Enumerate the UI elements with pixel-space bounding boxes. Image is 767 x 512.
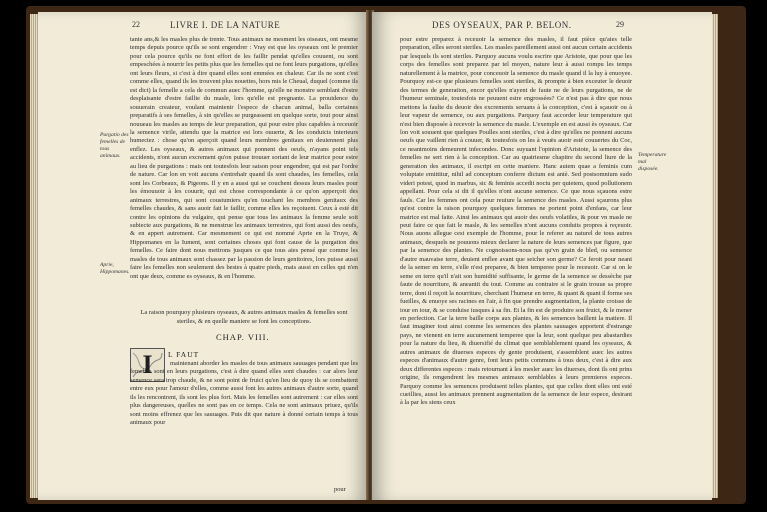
- catchword: pour: [334, 486, 346, 493]
- margin-note: Temperature mal disposée.: [638, 152, 667, 172]
- running-head: LIVRE I. DE LA NATURE: [170, 20, 281, 30]
- left-page-edges: [30, 14, 38, 498]
- page-number: 29: [616, 20, 624, 29]
- right-page: [372, 12, 712, 500]
- dropcap-letter: I: [142, 350, 153, 379]
- page-number: 22: [132, 20, 140, 29]
- running-head: DES OYSEAUX, PAR P. BELON.: [432, 20, 572, 30]
- body-text-bottom: [130, 360, 358, 486]
- margin-note: Aprie, Hippomanes.: [100, 262, 130, 275]
- left-page: [38, 12, 368, 500]
- body-text-top: [130, 36, 358, 306]
- paragraph: pour estre preparez à receuoir la semence des masles, il faut pièce qu'aies telle preparation, elles seront steriles. Les masles pareillement aussi ont aucun certain accidents par lesquels ils sont steriles. Parquoy aucuns voulu escrire que Aristote, que pour que les corps des femelles sont preparez par tel moyen, nature leur à aussi rompu les temps naturellement à la matrice, pour conceuoir la semence du masle quand il la luy à enuoyee. Pourquoy est-ce que plusieurs femelles sont steriles, & prompte à bien exceuter le deuoir des termes de generation, encor qu'elles n'ayent de faute ne de leurs purgations, ne de l'humeur seminale, toutesfois ne peuuent estre engrossées? Ce n'est pas à dire que nous mettons la faulte du deuoir des excrements seruans à la conception, c'est à sçauoir ou à leur vapeur de semence, ou aux purgations. Parquoy faut accorder leur temperature qui n'est bien disposée à recevoir la semence du masle. L'exemple en est aussi ès oyseaux. Car lon voit souuent que quelques Poulles sont steriles, c'est à dire qu'elles ne ponnent aucuns oeufs que vaillent rien à couuer, & toutesfois on les à veuës auoir esté couuertes du Coc, ce neantmoins demeurent infecondes. Donc suyuant l'opinion d'Aristote, la semence des femelles ne sert rien à la conception. Car au quatriesme chapitre du second liure de la generation des animaux, il escript en cette maniere. Hanc autem quae a feminis cum voluptate emittitur, nihil ad conceptum conferre dictum est antè. Sed postsomnium sudo videri potest, quod in marbus, sic & feminis accedit noctu per quietem, quod pollutionem appellant. Pour cela si dit il qu'elles n'ont aucune semence. Ce que nous sçauons estre fauls. Car les femmes ont cela pour reuiure la semence des masles. Aussi sçaurons plus qu'est contre la raison pourquoy quelques femmes ne portent point d'enfans, car leur matrice est mal faite. Ainsi les animaux qui auoir des oeufs volatiles, & pour vn masle ne peut faire ce que fait le masle, & les semelles n'ont aucuns conduits propres à reçeuoir. Nous auons allegue cest exemple de l'homme, pour le referer au naturel de tous autres animaux, desquels ne pouuons mieux declarer la nature de leurs semences par figure, que par la semence des plantes. Ne cognoissons-nous pas qu'vn grain de bled, ou semence d'autre mauvaise terre, deuient enflee avant que seicher son germe? Ce feroit pour neant de la semer en terre, s'elle n'est preparee, & bien temperee pour le receuoir. Car si on le seme en terre qu'il n'ait son humidité suffisante, le germe de la semence se dessèche par faute de nourriture, & aneantit du tout. Comme au contraire si le grain trouue sa propre terre, dont il reçoit la nourriture, cherchant l'humeur en terre, & quant & quant il forme ses fueilles, & enuoye ses racines en l'air, à fin que prendre augmentation, la plante croisse de iour en iour, & se conduise iusques à sa fin. Et la fin est de produire son fruict, & le mener en perfection. Car la terre baille corps aux plantes, & les semences baillent la matiere. Il faut imaginer tout ainsi comme les semences des plantes sauuages apportent d'estrange pays, ne vienent en terre aucunement temperee que la leur, sont quelque peu abastardies pour la nature du lieu, & diuersifié du climat que semblablement quand les oyseaux, & autres animaux de diuerses especes dy gente produisent, s'assemblent auec les autres especes d'animaux d'autre genre, font leurs petits communs à tous deux, c'est à dire aux deux differentes especes : mais retournant à les mesler auec les diuerses, dont ils ont prins origine, ils rengendrent les mesmes animaux semblables à leurs premieres especes. Parquoy comme les semences produisent telles plantes, qui que celles dont elles ont esté cueillies, aussi les animaux prennent augmentation de la semence de leur espece, desirant à la par les siens ceux: [400, 36, 632, 407]
- chapter-summary: La raison pourquoy plusieurs oyseaux, & autres animaux masles & femelles sont steriles, & en quelle maniere se font les conceptions.: [140, 309, 348, 325]
- paragraph: maintenant aborder les masles de tous animaux sauuages pendant que les femelles sont en leurs purgations, c'est à dire quand elles sont chaudes : car alors leur semence sera trop chaude, & ne sont point de fruict qu'en lieu de quoy ils se combattent entre eux pour l'amour d'elles, comme aussi font les autres animaux d'autre sorte, quand ils les rencontrent, ils sont les plus fort. Mais les femelles sont autrement : car elles sont plus dangereuses, quelles ne sont pas en ce temps. Cela ne sont animaux priuez, qu'ils sont moins effrenez que les sauuages. Puis dit que nature à donné certain temps à tous animaux pour: [130, 360, 358, 427]
- paragraph: tante ans,& les masles plus de trente. Tous animaux ne mesment les oiseaux, ont mesme temps depuis pource qu'ils se sont engendrer : Vray est que les oyseaux ont le premier pour cela pource qu'ils ne font effort de les faillir pendat qu'elles couuent, ou sont empeschées à nourrir les petits plus que les femelles qui ne font leurs purgations, qu'elles ont leurs fleurs, si c'est à dire quand elles sont emmées en chaleur. Car ils ne sont c'est comme elles, quand ils les trouvent plus nouettes, hors mis le Cheual, duquel (comme ils est dict) la femelle a cela de commun auec l'homme, qu'elle ne monstre semblant d'estre desplaisante d'estre faillie du masle, lors qu'elle est pregnante. La prouidence du souuerain createur, voulant maintenir l'espece de chacun animal, balla certaines preparatifs à ses femelles, à sin qu'elles se purgeassent en quelque sorte, tout pour ainsi nouueau les masles au temps de leur preparation, qui pour estre plus capables à receuoir la semence virile, attendu que la matrice est lors ouuerte, & les conduicts interieurs humectez : chose qu'on aperçoit quand leurs membres genitaux en deuiennent plus enflez. Les oyseaux, & autres animaux qui ponnent des oeufs, n'ayans point tels accidents, n'ont aucun excrement qu'on puisse trouuer sortant de leur matrice pour estre au lieu de purgations : mais ont toutesfois leur saison pour engendrer, qui est par l'ordre de nature. Car lon en voit aucuns s'entrehaïr quand ils sont chaudes, les femelles, cela sont les Corbeaux, & Pigeons. Il y en a aussi qui se couchent dessus leurs masles pour les émouuoir à les couurir, qui est chose correspondante à ce qu'on apperçoit des animaux terrestres, qui sont coustumiers qu'en touchant les membres genitaux des femelles chaudes, & sans auoir fait le faillir, comme elles les reçoiuent. Ceux à esté dit contre les opinions du vulgaire, qui pense que tous les animaux la femme seule soit subiecte aux purgations, & ne menstrue les animaux terrestres, qui font aussi des oeufs, & en appert autrement. Car mesmement ce qui est nommé Aprie en la Truye, & Hippomanes en la Iument, sont certaines choses qui font cause de la purgation des femelles. Ce faire dont nous mettrons jusques ce que tous aies pensé que comme les masles de tous animaux sont chassez par la passion de leurs genitoires, lors puisse aussi faire les femelles non seulement des bestes à quatre pieds, mais aussi en celles qui n'en ont que deux, comme es oyseaux, & en l'homme.: [130, 36, 358, 280]
- margin-note: Purgatio des femelles de tous animaux.: [100, 132, 129, 159]
- chapter-opening-words: L FAUT: [168, 350, 200, 359]
- chapter-heading: CHAP. VIII.: [216, 332, 270, 342]
- body-text: [400, 36, 632, 490]
